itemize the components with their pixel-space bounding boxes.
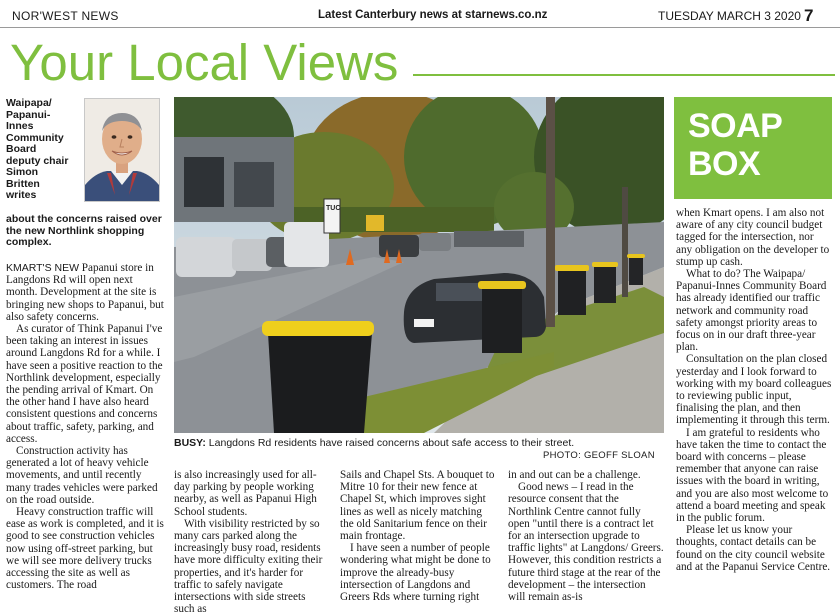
author-portrait [84,98,160,202]
article-lead-in: KMART'S NEW [6,262,79,274]
street-photo [174,97,664,433]
article-column-3 [340,469,498,603]
article-column-5 [676,207,832,573]
article-paragraph: I am grateful to residents who have taken the time to contact the board with concerns – please remember that anyone can raise issues with the board in writing, and you are also most welcome to attend a board meeting and speak in the public forum. [676,426,829,525]
headline-rule [413,74,835,76]
byline-intro: Waipapa/ Papanui-Innes Community Board deputy chair Simon Britten writes [6,97,69,201]
article-paragraph: What to do? The Waipapa/ Papanui-Innes Community Board has already identified our traffic network and community road safety amongst priority areas to focus on in our draft three-year plan. [676,268,827,354]
page-number: 7 [804,6,814,25]
article-paragraph: is also increasingly used for all-day parking by people working nearby, as well as Papanui High School students. [174,469,317,518]
byline-continued: about the concerns raised over the new Northlink shopping complex. [6,213,162,248]
soapbox-line2: BOX [688,145,761,183]
soapbox-line1: SOAP [688,107,783,145]
article-paragraph: Please let us know your thoughts, contact details can be found on the city council website and at the Papanui Service Centre. [676,524,831,573]
article-paragraph: KMART'S NEW Papanui store in Langdons Rd will open next month. Development at the site is bringing new shops to Papanui, but also safety concerns. [6,262,164,323]
photo-caption [174,437,664,449]
article-paragraph: With visibility restricted by so many cars parked along the increasingly busy road, residents have more difficulty exiting their properties, and it's harder for traffic to safely navigate intersections with side streets such as [174,517,323,615]
photo-credit: PHOTO: GEOFF SLOAN [543,450,655,461]
article-paragraph: As curator of Think Papanui I've been taking an interest in issues around Langdons Rd for a while. I have seen a positive reaction to the Northlink development, especially the pending arrival of Kmart. On the other hand I have also heard consistent questions and concerns about traffic, safety, parking, and access. [6,323,163,445]
soapbox-badge [674,97,832,199]
roadside-sign-text: TUC [326,205,341,212]
section-name: NOR'WEST NEWS [12,9,119,23]
article-paragraph: Heavy construction traffic will ease as work is completed, and it is good to see construction vehicles now using off-street parking, but we will see more delivery trucks accessing the site as well as customers. The road [6,506,164,592]
caption-text: Langdons Rd residents have raised concerns about safe access to their street. [205,437,575,449]
article-paragraph: Good news – I read in the resource consent that the Northlink Centre cannot fully open "until there is a contract let for an intersection upgrade to traffic lights" at Langdons/ Greers. However, this condition restricts a future third stage at the rear of the development – the intersection will remain as-is [508,481,664,604]
article-paragraph: in and out can be a challenge. [508,469,641,481]
page-header [0,0,840,30]
header-divider [0,27,840,28]
article-paragraph: I have seen a number of people wondering what might be done to improve the already-busy intersection of Langdons and Greers Rds where turning right [340,542,491,604]
caption-lead: BUSY: [174,437,206,449]
article-paragraph: when Kmart opens. I am also not aware of any city council budget tagged for the intersection, nor any obligation on the developer to stump up cash. [676,207,830,268]
article-paragraph: Consultation on the plan closed yesterday and I look forward to working with my board colleagues to reviewing public input, finalising the plan, and then implementing it through this term. [676,353,832,427]
header-tagline: Latest Canterbury news at starnews.co.nz [318,9,548,21]
article-paragraph: Sails and Chapel Sts. A bouquet to Mitre 10 for their new fence at Chapel St, which improves sight lines as well as nicely matching the old Sanitarium fence on their main frontage. [340,469,495,543]
article-column-1 [6,262,164,591]
issue-date: TUESDAY MARCH 3 2020 [658,9,801,23]
article-column-2 [174,469,328,615]
page-headline: Your Local Views [10,34,399,91]
article-column-4 [508,469,664,603]
article-paragraph: Construction activity has generated a lot of heavy vehicle movements, and until recently many trades vehicles were parked on the road outside. [6,445,158,506]
